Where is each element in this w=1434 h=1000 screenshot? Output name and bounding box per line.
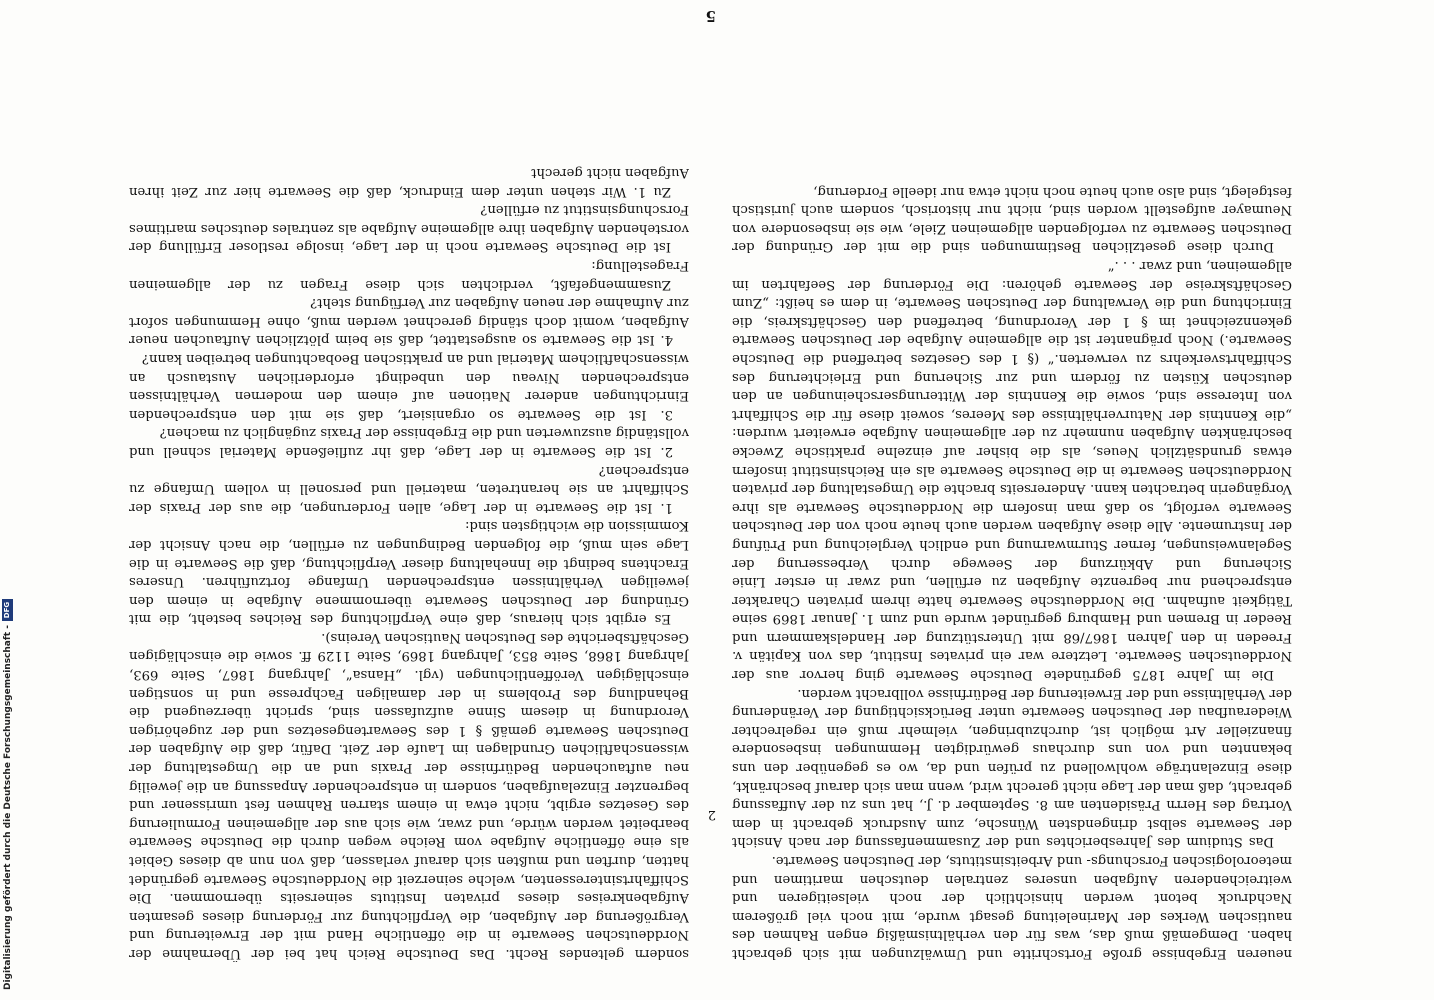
paragraph: Das Studium des Jahresberichtes und der Zusammenfassung der nach Ansicht der Seewarte selbst dringendsten Wünsche, zum Ausdruck gebracht in dem Vortrag des Herrn Präsidenten am 8. September d. J., hat uns zu der Auffassung gebracht, daß man der Lage nicht gerecht wird, wenn man sich darauf beschränkt, diese Einzelanträge wohlwollend zu prüfen und da, wo es gegenüber den uns bekannten und von uns durchaus gewürdigten Hemmungen insbesondere finanzieller Art möglich ist, durchzubringen, vielmehr muß ein regelrechter Wiederaufbau der Deutschen Seewarte unter Berücksichtigung der Veränderung der Verhältnisse und der Erweiterung der Bedürfnisse vollbracht werden. — [732, 685, 1292, 850]
general-question: Ist die Deutsche Seewarte noch in der Lage, insolge restloser Erfüllung der vorstehenden Aufgaben ihre allgemeine Aufgabe als zentrales deutsches maritimes Forschungsinstitut zu erfüllen? — [129, 202, 689, 255]
numbered-question: 1. Ist die Seewarte in der Lage, allen Forderungen, die aus der Praxis der Schiffahrt an sie herantreten, materiell und personell in vollem Umfange zu entsprechen? — [129, 462, 689, 515]
paragraph: Es ergibt sich hieraus, daß eine Verpflichtung des Reiches besteht, die mit Gründung der Deutschen Seewarte übernommene Aufgabe in einem den jeweiligen Verhältnissen entsprechenden Umfange fortzuführen. Unseres Erachtens bedingt die Innehaltung dieser Verpflichtung, daß die Seewarte in die Lage sein muß, die folgenden Bedingungen zu erfüllen, die nach Ansicht der Kommission die wichtigsten sind: — [129, 518, 689, 627]
paragraph: sondern geltendes Recht. Das Deutsche Reich hat bei der Übernahme der Norddeutschen Seewarte in die öffentliche Hand mit der Erweiterung und Vergrößerung der Aufgaben, die Verpflichtung zur Förderung dieses gesamten Aufgabenkreises dieses privaten Instituts seinerseits übernommen. Die Schiffahrtsinteressenten, welche seinerzeit die Norddeutsche Seewarte gegründet hatten, durften und mußten sich darauf verlassen, daß von nun ab dieses Gebiet als eine öffentliche Aufgabe vom Reiche wegen durch die Deutsche Seewarte bearbeitet werden würde, und zwar, wie sich aus der allgemeinen Formulierung des Gesetzes ergibt, nicht etwa in einem starren Rahmen fest umrissener und begrenzter Einzelaufgaben, sondern in entsprechender Anpassung an die jeweilig neu auftauchenden Bedürfnisse der Praxis und an die Umgestaltung der wissenschaftlichen Grundlagen im Laufe der Zeit. Dafür, daß die Aufgaben der Deutschen Seewarte gemäß § 1 des Seewartengesetzes und der zugehörigen Verordnung in diesem Sinne aufzufassen sind, spricht überzeugend die Behandlung des Problems in der damaligen Fachpresse und in sonstigen einschlägigen Veröffentlichungen (vgl. „Hansa“, Jahrgang 1867, Seite 693, Jahrgang 1868, Seite 853, Jahrgang 1869, Seite 1129 ff. sowie die einschlägigen Geschäftsberichte des Deutschen Nautischen Vereins). — [129, 629, 689, 961]
right-text-column — [129, 62, 689, 962]
paragraph: Zu 1. Wir stehen unter dem Eindruck, daß die Seewarte hier zur Zeit ihren Aufgaben nicht gerecht — [129, 165, 689, 199]
page-number: 5 — [705, 7, 716, 25]
paragraph: Zusammengefaßt, verdichten sich diese Fragen zu der allgemeinen Fragestellung: — [129, 258, 689, 292]
paragraph: neueren Ergebnisse große Fortschritte und Umwälzungen mit sich gebracht haben. Demgemäß muß das, was für den verhältnismäßig engen Rahmen des nautischen Werkes der Marineleitung gesagt wurde, mit noch viel größerem Nachdruck betont werden hinsichtlich der noch vielseitigeren und weitreichenderen Aufgaben unseres zentralen deutschen maritimen und meteorologischen Forschungs- und Arbeitsinstituts, der Deutschen Seewarte. — [732, 853, 1292, 961]
dfg-logo-icon: DFG — [2, 599, 13, 621]
numbered-question: 3. Ist die Seewarte so organisiert, daß sie mit den entsprechenden Einrichtungen anderer Nationen auf einem den modernen Verhältnissen entsprechenden Niveau den unbedingt erforderlichen Austausch an wissenschaftlichem Material und an praktischen Beobachtungen betreiben kann? — [129, 351, 689, 422]
credit-text: Digitalisierung gefördert durch die Deutsche Forschungsgemeinschaft - — [2, 625, 13, 990]
paragraph: Die im Jahre 1875 gegründete Deutsche Seewarte ging hervor aus der Norddeutschen Seewarte. Letztere war ein privates Institut, das von Kapitän v. Freeden in den Jahren 1867/68 mit Unterstützung der Handelskammern und Reeder in Bremen und Hamburg gegründet wurde und zum 1. Januar 1869 seine Tätigkeit aufnahm. Die Norddeutsche Seewarte hatte ihrem privaten Charakter entsprechend nur begrenzte Aufgaben zu erfüllen, und zwar in erster Linie Sicherung und Abkürzung der Seewege durch Verbesserung der Segelanweisungen, ferner Sturmwarnung und endlich Vergleichung und Prüfung der Instrumente. Alle diese Aufgaben werden auch heute noch von der Deutschen Seewarte verfolgt, so daß man insofern die Norddeutsche Seewarte als ihre Vorgängerin betrachten kann. Andererseits brachte die Umgestaltung der privaten Norddeutschen Seewarte in die Deutsche Seewarte als ein Reichsinstitut insofern etwas grundsätzlich Neues, als die bisher auf einzelne praktische Zwecke beschränkten Aufgaben nunmehr zu der allgemeinen Aufgabe erweitert wurden: „die Kenntnis der Naturverhältnisse des Meeres, soweit diese für die Schiffahrt von Interesse sind, sowie die Kenntnis der Witterungserscheinungen an den deutschen Küsten zu fördern und zur Sicherung und Erleichterung des Schiffahrtsverkehrs zu verwerten.“ (§ 1 des Gesetzes betreffend die Deutsche Seewarte.) Noch prägnanter ist die allgemeine Aufgabe der Deutschen Seewarte gekennzeichnet im § 1 der Verordnung, betreffend den Geschäftskreis, die Einrichtung und die Verwaltung der Deutschen Seewarte, in dem es heißt: „Zum Geschäftskreise der Seewarte gehören: Die Förderung der Seefahrten im allgemeinen, und zwar . . .“ — [732, 258, 1292, 683]
paragraph: Durch diese gesetzlichen Bestimmungen sind die mit der Gründung der Deutschen Seewarte zu verfolgenden allgemeinen Ziele, wie sie insbesondere von Neumayer aufgestellt worden sind, nicht nur historisch, sondern auch juristisch festgelegt, sind also auch heute noch nicht etwa nur ideelle Forderung, — [732, 183, 1292, 255]
numbered-question: 2. Ist die Seewarte in der Lage, daß ihr zufließende Material schnell und vollständig auszuwerten und die Ergebnisse der Praxis zugänglich zu machen? — [129, 425, 689, 459]
digitization-credit — [2, 0, 13, 990]
numbered-question: 4. Ist die Seewarte so ausgestattet, daß sie beim plötzlichen Auftauchen neuer Aufgaben, womit doch ständig gerechnet werden muß, ohne Hemmungen sofort zur Aufnahme der neuen Aufgaben zur Verfügung steht? — [129, 295, 689, 348]
signature-mark: 2 — [707, 807, 716, 822]
left-text-column — [732, 62, 1292, 962]
